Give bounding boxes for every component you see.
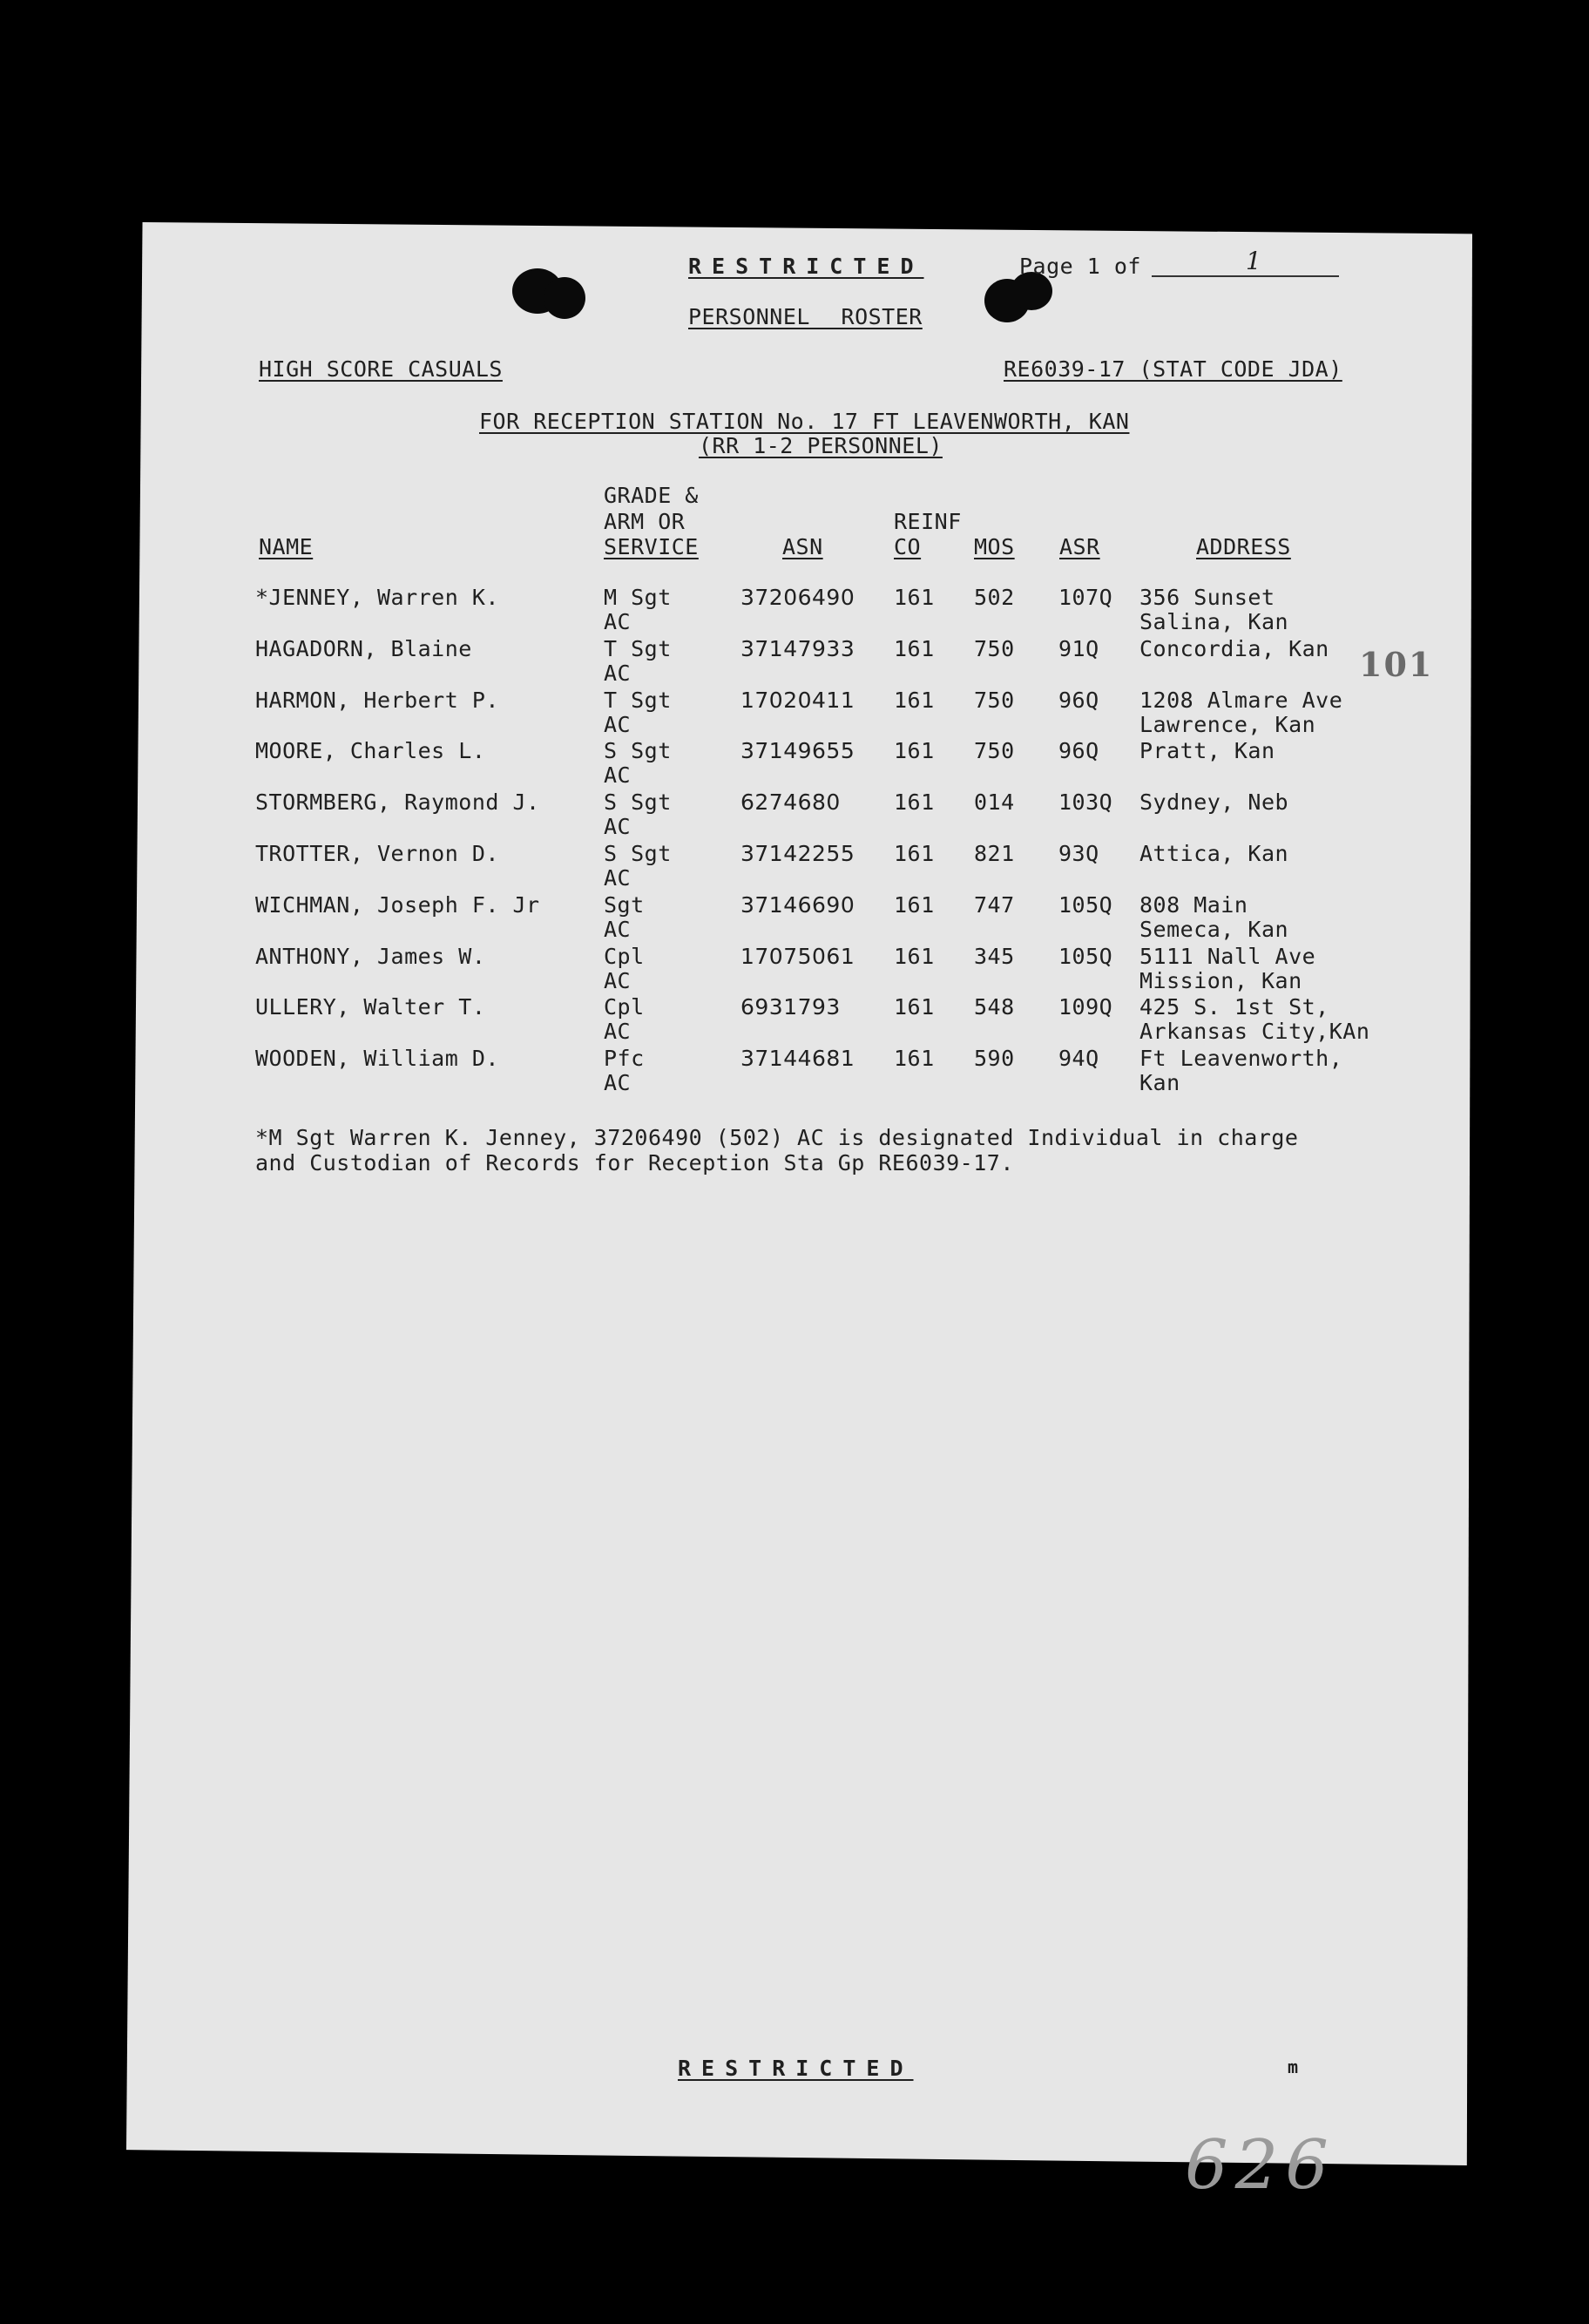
restricted-top: RESTRICTED: [688, 254, 924, 279]
cell-address-1: 425 S. 1st St,: [1139, 994, 1329, 1020]
page-total: 1: [1246, 247, 1262, 275]
table-row: [0, 842, 1589, 892]
cell-arm: AC: [604, 609, 632, 634]
cell-co: 161: [894, 738, 935, 763]
cell-address-1: Pratt, Kan: [1139, 738, 1275, 763]
cell-co: 161: [894, 636, 935, 661]
cell-grade: Pfc: [604, 1046, 645, 1071]
cell-asn: 37206490: [740, 585, 855, 610]
left-title: HIGH SCORE CASUALS: [259, 356, 503, 382]
cell-address-2: Arkansas City,KAn: [1139, 1019, 1370, 1044]
cell-asn: 37146690: [740, 892, 855, 918]
footnote-line-1: *M Sgt Warren K. Jenney, 37206490 (502) AC is designated Individual in charge: [255, 1125, 1299, 1150]
cell-arm: AC: [604, 1070, 632, 1095]
cell-asr: 94Q: [1058, 1046, 1099, 1071]
col-header-address: ADDRESS: [1196, 534, 1291, 559]
cell-name: STORMBERG, Raymond J.: [255, 789, 540, 815]
cell-arm: AC: [604, 762, 632, 788]
punch-hole-left-2: [544, 277, 585, 319]
cell-mos: 014: [974, 789, 1015, 815]
cell-mos: 750: [974, 636, 1015, 661]
cell-asr: 96Q: [1058, 688, 1099, 713]
cell-co: 161: [894, 944, 935, 969]
cell-asn: 17020411: [740, 688, 855, 713]
cell-mos: 548: [974, 994, 1015, 1020]
col-header-reinf-1: REINF: [894, 509, 962, 534]
cell-name: TROTTER, Vernon D.: [255, 841, 499, 866]
cell-arm: AC: [604, 661, 632, 686]
cell-mos: 747: [974, 892, 1015, 918]
corner-mark: m: [1288, 2056, 1299, 2077]
cell-name: ANTHONY, James W.: [255, 944, 486, 969]
cell-address-1: 808 Main: [1139, 892, 1248, 918]
cell-asr: 93Q: [1058, 841, 1099, 866]
cell-address-2: Mission, Kan: [1139, 968, 1302, 993]
cell-mos: 502: [974, 585, 1015, 610]
page-label: Page 1 of: [1019, 254, 1141, 279]
cell-asn: 17075061: [740, 944, 855, 969]
cell-asn: 6931793: [740, 994, 841, 1020]
cell-address-2: Kan: [1139, 1070, 1180, 1095]
cell-arm: AC: [604, 865, 632, 891]
cell-co: 161: [894, 892, 935, 918]
table-row: [0, 790, 1589, 841]
cell-mos: 750: [974, 738, 1015, 763]
cell-arm: AC: [604, 917, 632, 942]
cell-address-1: Concordia, Kan: [1139, 636, 1329, 661]
cell-name: WICHMAN, Joseph F. Jr: [255, 892, 540, 918]
col-header-reinf-2: CO: [894, 534, 922, 559]
table-row: [0, 739, 1589, 789]
cell-arm: AC: [604, 814, 632, 839]
station-line: FOR RECEPTION STATION No. 17 FT LEAVENWORTH, KAN: [479, 409, 1130, 434]
restricted-bottom: RESTRICTED: [678, 2056, 914, 2081]
cell-grade: Cpl: [604, 994, 645, 1020]
page-total-line: [1152, 275, 1339, 277]
cell-grade: T Sgt: [604, 636, 672, 661]
table-row: [0, 1047, 1589, 1097]
cell-arm: AC: [604, 712, 632, 737]
cell-asn: 37142255: [740, 841, 855, 866]
cell-co: 161: [894, 585, 935, 610]
cell-asr: 107Q: [1058, 585, 1113, 610]
cell-asr: 109Q: [1058, 994, 1113, 1020]
cell-asn: 37149655: [740, 738, 855, 763]
cell-address-1: Attica, Kan: [1139, 841, 1289, 866]
col-header-grade-3: SERVICE: [604, 534, 699, 559]
col-header-name: NAME: [259, 534, 314, 559]
cell-asn: 37144681: [740, 1046, 855, 1071]
cell-name: HAGADORN, Blaine: [255, 636, 472, 661]
cell-address-1: Sydney, Neb: [1139, 789, 1289, 815]
cell-name: HARMON, Herbert P.: [255, 688, 499, 713]
cell-grade: Cpl: [604, 944, 645, 969]
cell-address-2: Salina, Kan: [1139, 609, 1289, 634]
right-code: RE6039-17 (STAT CODE JDA): [1004, 356, 1342, 382]
cell-name: *JENNEY, Warren K.: [255, 585, 499, 610]
stamp-number: 101: [1359, 645, 1434, 684]
cell-grade: S Sgt: [604, 789, 672, 815]
cell-grade: Sgt: [604, 892, 645, 918]
footnote-line-2: and Custodian of Records for Reception Sta Gp RE6039-17.: [255, 1150, 1014, 1176]
cell-address-1: 5111 Nall Ave: [1139, 944, 1316, 969]
cell-grade: S Sgt: [604, 841, 672, 866]
cell-address-2: Semeca, Kan: [1139, 917, 1289, 942]
handwritten-number: 626: [1185, 2126, 1335, 2205]
cell-asr: 103Q: [1058, 789, 1113, 815]
cell-address-1: 1208 Almare Ave: [1139, 688, 1343, 713]
cell-name: MOORE, Charles L.: [255, 738, 486, 763]
col-header-asr: ASR: [1059, 534, 1100, 559]
cell-address-1: Ft Leavenworth,: [1139, 1046, 1343, 1071]
cell-co: 161: [894, 688, 935, 713]
cell-co: 161: [894, 789, 935, 815]
col-header-grade-2: ARM OR: [604, 509, 686, 534]
document-page: [126, 222, 1472, 2165]
table-row: [0, 688, 1589, 739]
cell-arm: AC: [604, 968, 632, 993]
cell-arm: AC: [604, 1019, 632, 1044]
cell-asn: 37147933: [740, 636, 855, 661]
cell-co: 161: [894, 1046, 935, 1071]
table-row: [0, 586, 1589, 636]
col-header-grade-1: GRADE &: [604, 483, 699, 508]
cell-asr: 96Q: [1058, 738, 1099, 763]
table-row: [0, 893, 1589, 944]
table-row: [0, 637, 1589, 688]
sub-line: (RR 1-2 PERSONNEL): [699, 433, 943, 458]
cell-address-1: 356 Sunset: [1139, 585, 1275, 610]
cell-mos: 590: [974, 1046, 1015, 1071]
cell-asn: 6274680: [740, 789, 841, 815]
col-header-asn: ASN: [782, 534, 823, 559]
cell-grade: S Sgt: [604, 738, 672, 763]
col-header-mos: MOS: [974, 534, 1015, 559]
cell-name: WOODEN, William D.: [255, 1046, 499, 1071]
cell-mos: 750: [974, 688, 1015, 713]
roster-title: PERSONNEL ROSTER: [688, 304, 923, 329]
cell-co: 161: [894, 841, 935, 866]
cell-mos: 821: [974, 841, 1015, 866]
table-row: [0, 995, 1589, 1046]
cell-asr: 105Q: [1058, 892, 1113, 918]
cell-address-2: Lawrence, Kan: [1139, 712, 1316, 737]
cell-grade: M Sgt: [604, 585, 672, 610]
cell-name: ULLERY, Walter T.: [255, 994, 486, 1020]
cell-co: 161: [894, 994, 935, 1020]
cell-mos: 345: [974, 944, 1015, 969]
cell-asr: 105Q: [1058, 944, 1113, 969]
cell-grade: T Sgt: [604, 688, 672, 713]
table-row: [0, 945, 1589, 995]
cell-asr: 91Q: [1058, 636, 1099, 661]
